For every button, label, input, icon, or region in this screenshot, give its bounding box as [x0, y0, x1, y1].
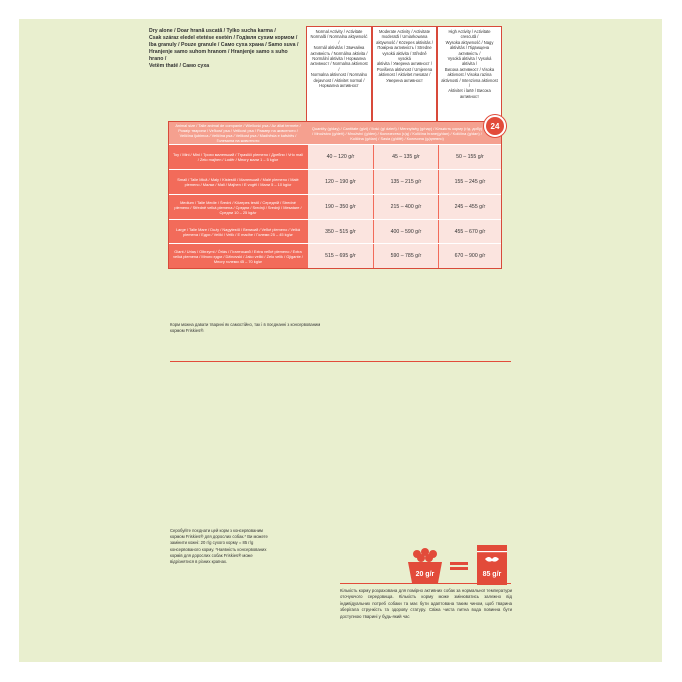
title-line: Iba granuly / Pouze granule / Само суха храна / Samo suva / — [149, 42, 299, 48]
high-value: 155 – 245 g/г — [438, 170, 501, 194]
divider-line — [340, 583, 511, 584]
note-bottom: Кількість корму розрахована для помірно активних собак за нормальної температури оточуючого середовища. Кількість корму може змінюватись залежно від індивідуальних потреб собаки та має бути адаптована таким чином, щоб тварина зберігала стрункість та здорову статуру. Свіжа чиста питна вода повинна бути доступною тварині у будь-який час — [340, 588, 512, 619]
moderate-value: 135 – 215 g/г — [373, 170, 438, 194]
high-value: 455 – 670 g/г — [438, 220, 501, 243]
equals-icon — [448, 561, 470, 571]
activity-high-header: High Activity / Activitate crescută / Wysoka aktywność / Nagy aktivitás / Підвищена активність / Vysoká aktivita / Vysoká aktivita / Висока активност / Visoka aktivnost / Visoka razina aktivnosti / Intenzivna aktivnost / Aktivitet i lartë / Висока активност — [437, 26, 502, 121]
title-line: Hranjenje samo suhom hranom / Hranjenje samo s suho hrano / — [149, 49, 288, 62]
note-line: відрізнятися в різних країнах. — [170, 559, 228, 565]
table-row — [169, 170, 501, 195]
size-label: Medium / Talie Medie / Średni / Közepes testű / Середній / Stredné plemeno / Středně velká plemena / Средни / Srednji / Srednji / Mesatare / Средни 10 – 25 kg/кг — [174, 199, 302, 215]
feeding-table — [168, 121, 502, 269]
dry-food-bowl-icon — [405, 546, 445, 584]
size-label: Toy / Mini / Mini / Трохи маленький / Trpasličí plemeno / Дребни / Vrlo mali / Zelo majhen / Lodër / Многу мали 1 – 5 kg/кг — [173, 152, 303, 162]
feeding-title — [149, 28, 299, 70]
high-value: 245 – 455 g/г — [438, 195, 501, 219]
normal-value: 120 – 190 g/г — [307, 170, 373, 194]
note-line: Корм можна давати тварині як самостійно, так і в поєднанні з консервованим — [170, 322, 321, 327]
divider-line — [170, 361, 511, 362]
size-label: Small / Talie Mică / Mały / Kistestű / Маленький / Malé plemeno / Malé plemeno / Малки / Mali / Majhen / E vogël / Мали 5 – 10 kg/кг — [177, 177, 299, 187]
note-line: замінити кожні: 20 г/g сухого корму = 85 г/g — [170, 540, 254, 546]
moderate-value: 400 – 590 g/г — [373, 220, 438, 243]
activity-moderate-header: Moderate Activity / Activitate moderată / Umiarkowana aktywność / Közepes aktivitás / Помірна активність / Stredne vysoká aktivita / Středně vysoká aktivita / Умерена активност / Povišena aktivnost / Umjerena aktivnost / Aktivitet mesatar / Умерена активност — [372, 26, 437, 121]
note-mixing-top — [170, 322, 370, 334]
normal-value: 190 – 350 g/г — [307, 195, 373, 219]
table-row — [169, 220, 501, 244]
dry-amount: 20 g/г — [415, 571, 435, 578]
note-line: кормом Friskies® для дорослих собак.* Ви можете — [170, 534, 268, 540]
title-line: Vetëm thatë / Само суха — [149, 63, 210, 69]
table-header-row — [169, 122, 501, 145]
moderate-value: 590 – 785 g/г — [373, 244, 438, 268]
title-line: Csak száraz eledel etetése esetén / Годівля сухим кормом / — [149, 35, 298, 41]
normal-value: 515 – 695 g/г — [307, 244, 373, 268]
table-row — [169, 145, 501, 170]
note-line: кормів для дорослих собак Friskies® може — [170, 552, 253, 558]
moderate-value: 45 – 135 g/г — [373, 145, 438, 169]
high-value: 50 – 155 g/г — [438, 145, 501, 169]
size-label: Giant / Uriaș / Olbrzymi / Óriás / Гігантський / Extra veľké plemeno / Extra velká plemena / Много едри / Džinovski / Jako veliki / Zelo velik / Gjigante / Многу големи 45 – 70 kg/кг — [173, 248, 303, 264]
animal-size-header: Animal size / Talie animal de companie / Wielkość psa / Az állat termete / Розмір тварини / Veľkosť psa / Velikost psa / Размер на животното / Veličina ljubimca / Veličina psa / Velikost psa / Madhësia e kafshës / Големина на животното — [175, 123, 301, 143]
note-mixing — [170, 528, 308, 565]
table-row — [169, 244, 501, 268]
wet-food-can-icon — [473, 545, 511, 585]
note-line: Серобуйте поєднати цей корм з консервованим — [170, 528, 263, 533]
normal-value: 350 – 515 g/г — [307, 220, 373, 243]
hours-badge: 24 — [484, 115, 506, 137]
activity-normal-header: Normal Activity / Activitate Normală / Normalna aktywność / Normál aktivitás / Звичайна активність / Normálna aktivita / Normální aktivita / Нормална активност / Normalna aktivnost / Normalna aktivnost / Normalno dejavnost / Aktivitet normal / Нормална активност — [306, 26, 372, 121]
moderate-value: 215 – 400 g/г — [373, 195, 438, 219]
title-line: Dry alone / Doar hrană uscată / Tylko sucha karma / — [149, 28, 276, 34]
normal-value: 40 – 120 g/г — [307, 145, 373, 169]
table-row — [169, 195, 501, 220]
note-line: кормом Friskies®. — [170, 328, 205, 333]
size-label: Large / Talie Mare / Duży / Nagytestű / Великий / Veľké plemeno / Velká plemena / Едри / Veliki / Velik / E madhe / Големи 25 – 45 kg/кг — [175, 226, 301, 237]
note-line: консервованого корму. *Наявність консервованих — [170, 546, 267, 552]
high-value: 670 – 900 g/г — [438, 244, 501, 268]
wet-amount: 85 g/г — [482, 571, 502, 578]
quantity-header: Quantity (g/day) / Cantitate (g/zi) / Ilość (g/ dzień) / Mennyiség (g/nap) / Кількість корму (г/д. добу) / Množstvo (g/deň) / Množství (g/den) / Количество (г/д) / Količina hrane(g/dan) / Količina (g/dan) / Količina (g/dan) / Sasia (g/ditë) / Количина (g/дневно) — [311, 125, 483, 141]
